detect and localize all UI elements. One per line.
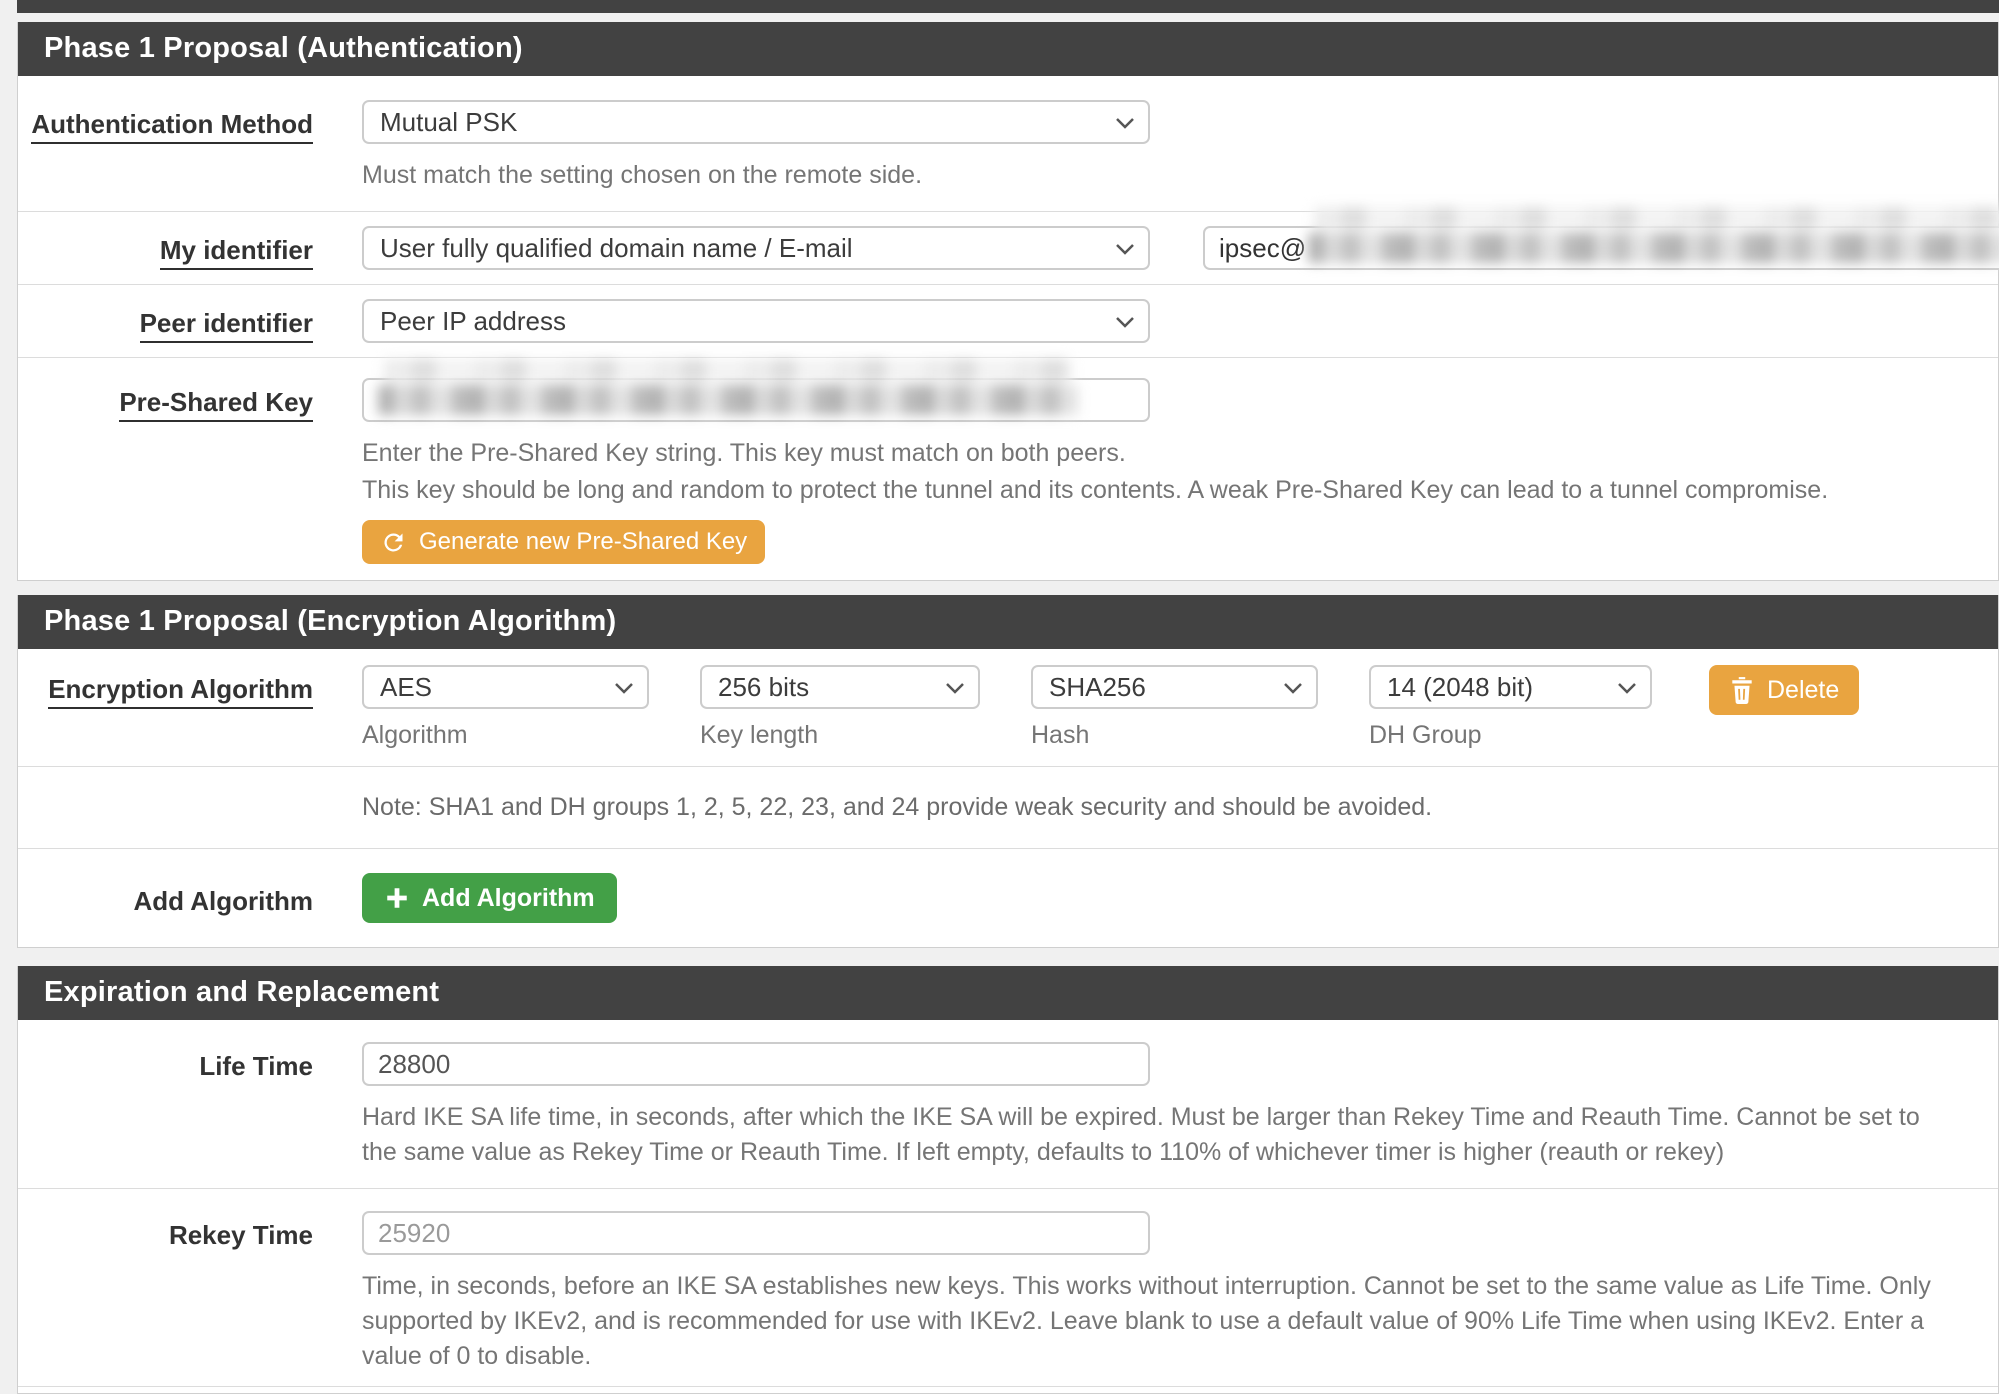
previous-section-header-edge (17, 0, 1999, 13)
panel-expiration-replacement (17, 966, 1999, 1394)
add-algorithm-button[interactable] (362, 873, 617, 923)
generate-psk-button-label: Generate new Pre-Shared Key (419, 528, 748, 555)
panel-phase1-authentication (17, 22, 1999, 581)
key-length-value: 256 bits (718, 671, 810, 702)
algorithm-value: AES (380, 671, 433, 702)
chevron-down-icon (1115, 242, 1135, 256)
authentication-method-value: Mutual PSK (380, 106, 518, 137)
row-add-algorithm (18, 848, 1998, 947)
panel-title-authentication: Phase 1 Proposal (Authentication) (18, 22, 1998, 76)
row-life-time (18, 1020, 1998, 1188)
panel-title-expiration: Expiration and Replacement (18, 966, 1998, 1020)
my-identifier-value: User fully qualified domain name / E-mail (380, 232, 853, 263)
life-time-help: Hard IKE SA life time, in seconds, after which the IKE SA will be expired. Must be larger than Rekey Time and Reauth Time. Cannot be set to the same value as Rekey Time or Reauth Time. If left empty, defaults to 110% of whichever timer is higher (reauth or rekey) (362, 1103, 1920, 1166)
pre-shared-key-label: Pre-Shared Key (119, 387, 313, 422)
rekey-time-input[interactable] (362, 1211, 1150, 1255)
authentication-method-select[interactable] (362, 100, 1150, 144)
chevron-down-icon (1115, 116, 1135, 130)
chevron-down-icon (1617, 681, 1637, 695)
add-algorithm-button-label: Add Algorithm (422, 883, 595, 912)
row-my-identifier (18, 211, 1998, 284)
chevron-down-icon (945, 681, 965, 695)
my-identifier-input[interactable] (1203, 226, 1999, 270)
add-algorithm-label: Add Algorithm (133, 886, 313, 916)
my-identifier-select[interactable] (362, 226, 1150, 270)
encryption-algorithm-label: Encryption Algorithm (48, 674, 313, 709)
chevron-down-icon (1115, 315, 1135, 329)
hash-value: SHA256 (1049, 671, 1146, 702)
row-pre-shared-key (18, 357, 1998, 580)
pre-shared-key-input[interactable] (362, 378, 1150, 422)
delete-algorithm-button[interactable] (1709, 665, 1859, 715)
redacted-psk-value (378, 385, 1078, 415)
authentication-method-label: Authentication Method (31, 109, 313, 144)
pre-shared-key-help-1: Enter the Pre-Shared Key string. This key must match on both peers. (362, 439, 1126, 467)
trash-icon (1729, 676, 1755, 704)
panel-phase1-encryption (17, 595, 1999, 948)
chevron-down-icon (1283, 681, 1303, 695)
dh-group-value: 14 (2048 bit) (1387, 671, 1533, 702)
generate-psk-button[interactable] (362, 520, 765, 564)
redacted-identifier-value (1308, 233, 1999, 263)
refresh-icon (380, 529, 407, 556)
authentication-method-help: Must match the setting chosen on the remote side. (362, 161, 923, 189)
row-encryption-note (18, 766, 1998, 848)
algorithm-select[interactable] (362, 665, 649, 709)
my-identifier-input-prefix: ipsec@ (1219, 232, 1307, 263)
pre-shared-key-help-2: This key should be long and random to protect the tunnel and its contents. A weak Pre-Shared Key can lead to a tunnel compromise. (362, 476, 1829, 504)
my-identifier-label: My identifier (160, 235, 313, 270)
peer-identifier-value: Peer IP address (380, 305, 566, 336)
row-peer-identifier (18, 284, 1998, 357)
life-time-label: Life Time (199, 1051, 313, 1081)
plus-icon (384, 885, 410, 911)
dh-group-select[interactable] (1369, 665, 1652, 709)
hash-sublabel: Hash (1031, 721, 1090, 749)
rekey-time-label: Rekey Time (168, 1220, 313, 1250)
delete-button-label: Delete (1767, 675, 1840, 704)
row-rekey-time (18, 1188, 1998, 1386)
weak-security-note: Note: SHA1 and DH groups 1, 2, 5, 22, 23, and 24 provide weak security and should be avoided. (362, 793, 1433, 821)
life-time-input[interactable] (362, 1042, 1150, 1086)
row-encryption-algorithm (18, 649, 1998, 766)
rekey-time-help: Time, in seconds, before an IKE SA establishes new keys. This works without interruption. Cannot be set to the same value as Life Time. Only supported by IKEv2, and is recommended for use with IKEv2. Leave blank to use a default value of 90% Life Time when using IKEv2. Enter a value of 0 to disable. (362, 1272, 1931, 1370)
peer-identifier-select[interactable] (362, 299, 1150, 343)
hash-select[interactable] (1031, 665, 1318, 709)
key-length-sublabel: Key length (700, 721, 819, 749)
dh-group-sublabel: DH Group (1369, 721, 1482, 749)
chevron-down-icon (614, 681, 634, 695)
peer-identifier-label: Peer identifier (140, 308, 313, 343)
next-row-divider (18, 1386, 1998, 1393)
key-length-select[interactable] (700, 665, 980, 709)
row-authentication-method (18, 76, 1998, 211)
algorithm-sublabel: Algorithm (362, 721, 468, 749)
panel-title-encryption: Phase 1 Proposal (Encryption Algorithm) (18, 595, 1998, 649)
